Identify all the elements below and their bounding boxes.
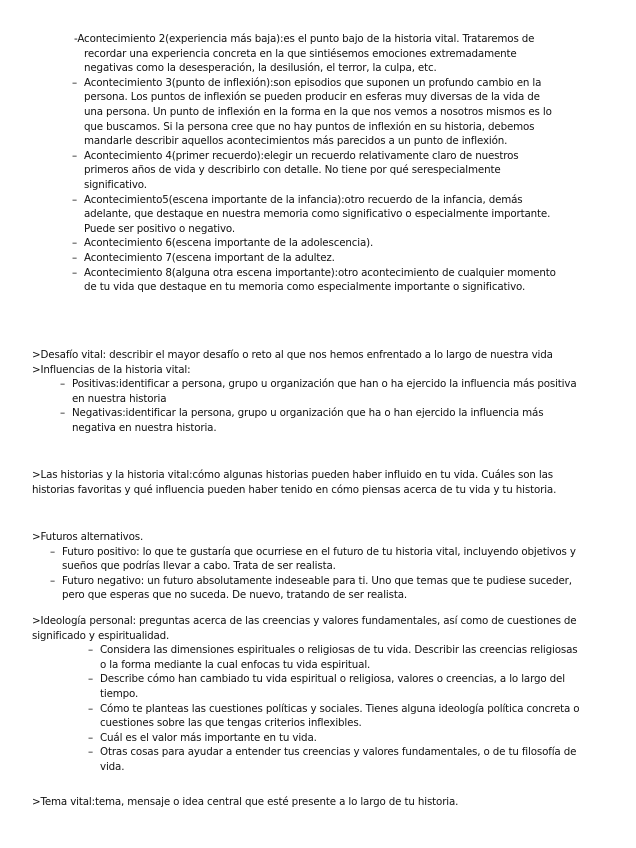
ideologia-title: >Ideología personal: preguntas acerca de las creencias y valores fundamentales, así como de cuestiones de significado y espiritualidad. <box>32 615 577 642</box>
tema-text: >Tema vital:tema, mensaje o idea central que esté presente a lo largo de tu historia. <box>32 796 459 808</box>
desafio-section <box>32 348 582 436</box>
influencias-list <box>32 377 582 435</box>
event-item: – Acontecimiento 7(escena important de la adultez. <box>72 251 560 266</box>
futuro-item: – Futuro positivo: lo que te gustaría que ocurriese en el futuro de tu historia vital, incluyendo objetivos y sueños que podrías llevar a cabo. Trata de ser realista. <box>50 545 582 574</box>
tema-section <box>32 795 582 810</box>
event-item: – Acontecimiento5(escena importante de la infancia):otro recuerdo de la infancia, demás adelante, que destaque en nuestra memoria como significativo o especialmente importante. Puede ser positivo o negativo. <box>72 193 560 237</box>
influencia-item: – Negativas:identificar la persona, grupo u organización que ha o han ejercido la influencia más negativa en nuestra historia. <box>60 406 582 435</box>
historias-section <box>32 468 582 497</box>
influencia-item: – Positivas:identificar a persona, grupo u organización que han o ha ejercido la influencia más positiva en nuestra historia <box>60 377 582 406</box>
desafio-text: >Desafío vital: describir el mayor desafío o reto al que nos hemos enfrentado a lo largo de nuestra vida <box>32 349 553 361</box>
ideologia-item: – Describe cómo han cambiado tu vida espiritual o religiosa, valores o creencias, a lo largo del tiempo. <box>88 672 582 701</box>
event-item: – Acontecimiento 3(punto de inflexión):son episodios que suponen un profundo cambio en la persona. Los puntos de inflexión se pueden producir en esferas muy diversas de la vida de una persona. Un punto de inflexión en la forma en la que nos vemos a nosotros mismos es lo que buscamos. Si la persona cree que no hay puntos de inflexión en su historia, debemos mandarle describir aquellos acontecimientos más parecidos a un punto de inflexión. <box>72 76 560 149</box>
futuros-title: >Futuros alternativos. <box>32 531 144 543</box>
influencias-title: >Influencias de la historia vital: <box>32 363 191 376</box>
futuro-item: – Futuro negativo: un futuro absolutamente indeseable para ti. Uno que temas que te pudiese suceder, pero que esperas que no suceda. De nuevo, tratando de ser realista. <box>50 574 582 603</box>
ideologia-item: – Otras cosas para ayudar a entender tus creencias y valores fundamentales, o de tu filosofía de vida. <box>88 745 582 774</box>
futuros-section <box>32 530 582 603</box>
historias-text: >Las historias y la historia vital:cómo algunas historias pueden haber influido en tu vida. Cuáles son las historias favoritas y qué influencia pueden haber tenido en cómo piensas acerca de tu vida y tu historia. <box>32 469 557 496</box>
events-section <box>70 32 560 295</box>
event-item: – Acontecimiento 6(escena importante de la adolescencia). <box>72 236 560 251</box>
event-item: – Acontecimiento 4(primer recuerdo):elegir un recuerdo relativamente claro de nuestros primeros años de vida y describirlo con detalle. No tiene por qué serespecialmente significativo. <box>72 149 560 193</box>
events-list <box>70 76 560 295</box>
ideologia-item: – Cómo te planteas las cuestiones políticas y sociales. Tienes alguna ideología política concreta o cuestiones sobre las que tengas criterios inflexibles. <box>88 702 582 731</box>
ideologia-list <box>32 643 582 774</box>
ideologia-item: – Considera las dimensiones espirituales o religiosas de tu vida. Describir las creencias religiosas o la forma mediante la cual enfocas tu vida espiritual. <box>88 643 582 672</box>
futuros-list <box>32 545 582 603</box>
ideologia-item: – Cuál es el valor más importante en tu vida. <box>88 731 582 746</box>
event-item: -Acontecimiento 2(experiencia más baja):es el punto bajo de la historia vital. Trataremos de recordar una experiencia concreta en la que sintiésemos emociones extremadamente negativas como la desesperación, la desilusión, el terror, la culpa, etc. <box>74 33 535 75</box>
event-item: – Acontecimiento 8(alguna otra escena importante):otro acontecimiento de cualquier momento de tu vida que destaque en tu memoria como especialmente importante o significativo. <box>72 266 560 295</box>
ideologia-section <box>32 614 582 775</box>
